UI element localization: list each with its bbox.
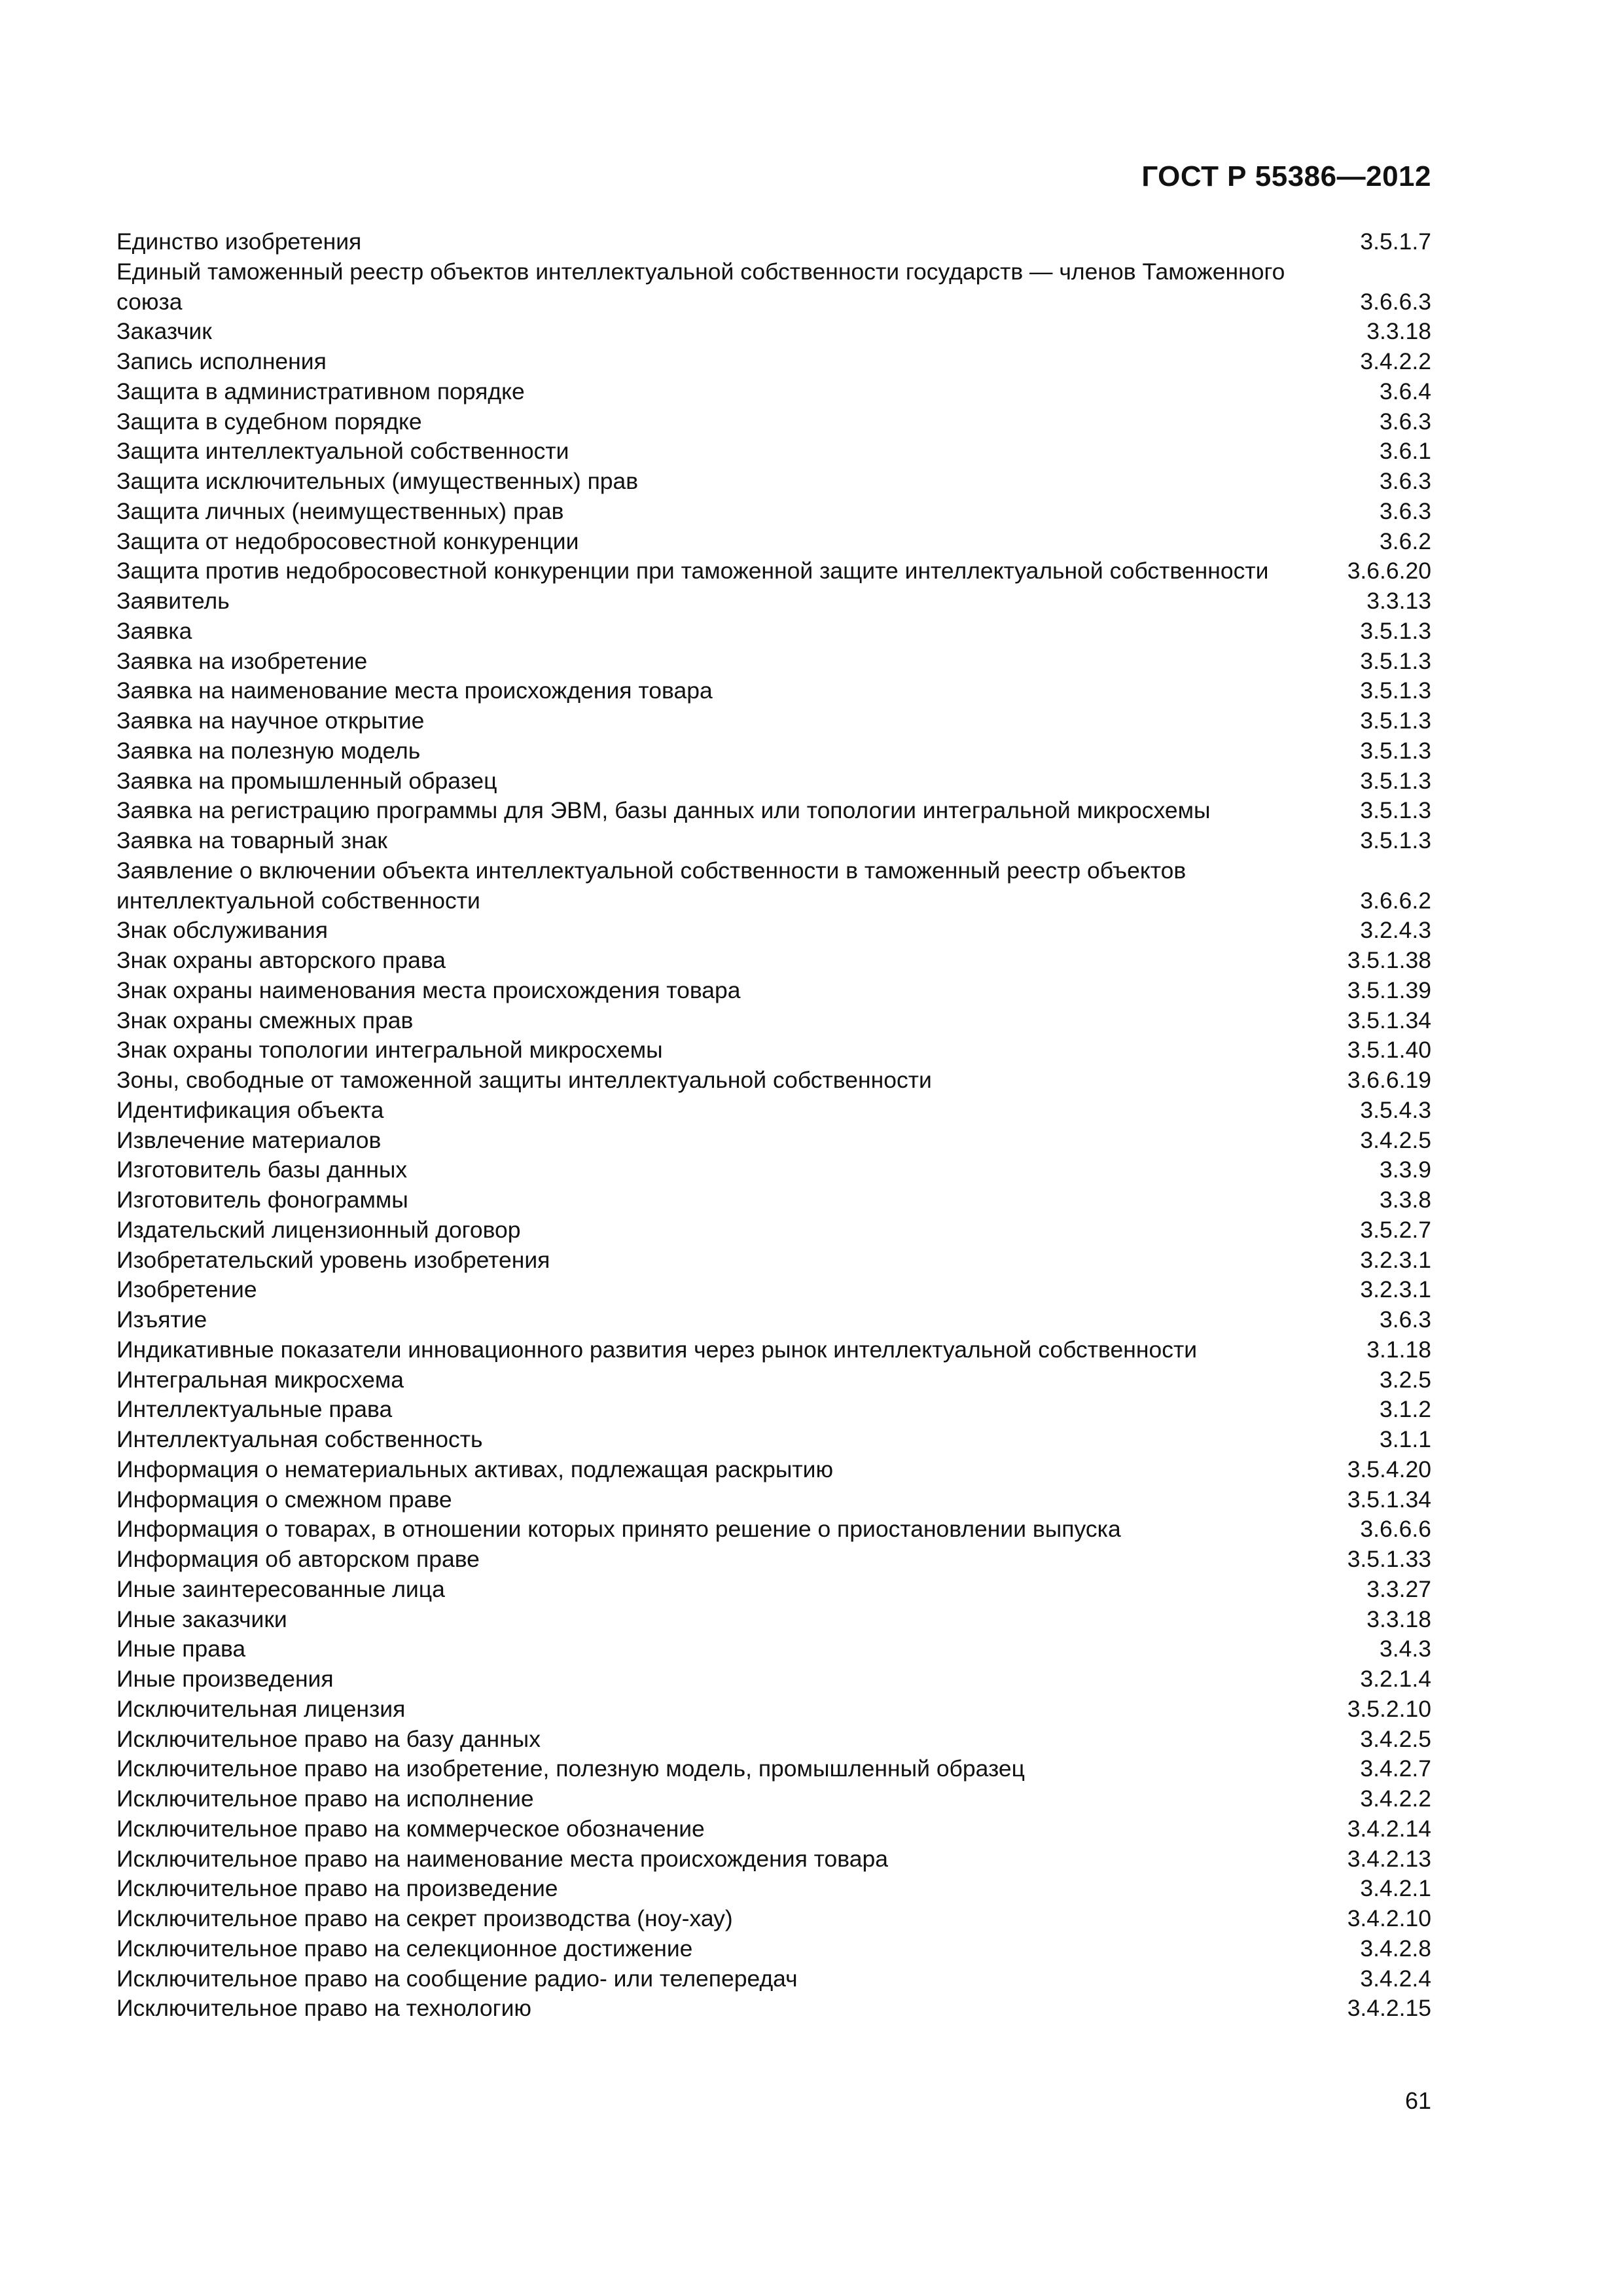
index-section-ref: 3.6.6.6: [1360, 1516, 1431, 1543]
index-section-ref: 3.5.1.3: [1360, 827, 1431, 853]
index-section-ref: 3.3.13: [1366, 588, 1431, 614]
index-entry: [116, 586, 1431, 617]
index-entry: [116, 1695, 1431, 1725]
index-term: Исключительное право на исполнение: [116, 1785, 534, 1812]
index-term: Иные заказчики: [116, 1605, 287, 1632]
index-entry: [116, 1335, 1431, 1365]
index-section-ref: 3.6.3: [1380, 1306, 1431, 1333]
index-entry: [116, 826, 1431, 856]
index-entry: [116, 1215, 1431, 1246]
index-entry: [116, 1994, 1431, 2024]
index-term: Заказчик: [116, 318, 212, 345]
index-section-ref: 3.5.1.3: [1360, 797, 1431, 824]
index-section-ref: 3.6.6.3: [1360, 288, 1431, 315]
index-term: Идентификация объекта: [116, 1096, 384, 1123]
index-term: Запись исполнения: [116, 348, 327, 374]
index-term: Заявитель: [116, 588, 230, 614]
index-term: Иные произведения: [116, 1666, 334, 1692]
index-section-ref: 3.5.1.34: [1347, 1007, 1431, 1033]
index-section-ref: 3.6.1: [1380, 438, 1431, 465]
index-entry: [116, 1814, 1431, 1844]
index-entry: [116, 377, 1431, 407]
index-term: Изготовитель базы данных: [116, 1157, 408, 1183]
index-term: Исключительное право на сообщение радио- или телепередач: [116, 1965, 798, 1992]
index-section-ref: 3.6.4: [1380, 378, 1431, 404]
index-entry: [116, 497, 1431, 527]
index-entry: [116, 1485, 1431, 1515]
index-entry: [116, 1964, 1431, 1994]
index-section-ref: 3.2.5: [1380, 1366, 1431, 1393]
index-term: Защита исключительных (имущественных) прав: [116, 468, 639, 494]
index-entry: [116, 1605, 1431, 1635]
index-entry: [116, 1545, 1431, 1575]
index-entry: [116, 916, 1431, 946]
index-term: Знак охраны смежных прав: [116, 1007, 414, 1033]
index-section-ref: 3.4.2.2: [1360, 348, 1431, 374]
index-entry: [116, 1874, 1431, 1904]
index-term: Заявка на регистрацию программы для ЭВМ, базы данных или топологии интегральной микросхемы: [116, 797, 1211, 824]
index-section-ref: 3.1.18: [1366, 1336, 1431, 1363]
index-section-ref: 3.6.3: [1380, 468, 1431, 494]
index-section-ref: 3.6.3: [1380, 497, 1431, 524]
index-entry: [116, 766, 1431, 797]
index-term: Заявление о включении объекта интеллектуальной собственности в таможенный реестр объектов интеллектуальной собственности: [116, 857, 1186, 914]
index-entry: [116, 527, 1431, 557]
index-term: Исключительное право на селекционное достижение: [116, 1935, 693, 1962]
index-section-ref: 3.4.2.1: [1360, 1875, 1431, 1902]
index-entry: [116, 1246, 1431, 1276]
index-section-ref: 3.6.2: [1380, 528, 1431, 554]
index-section-ref: 3.5.1.34: [1347, 1486, 1431, 1513]
index-section-ref: 3.4.2.4: [1360, 1965, 1431, 1992]
index-section-ref: 3.2.3.1: [1360, 1276, 1431, 1303]
index-term: Издательский лицензионный договор: [116, 1216, 521, 1243]
index-entry: [116, 1455, 1431, 1485]
index-entry: [116, 1725, 1431, 1755]
index-section-ref: 3.2.3.1: [1360, 1246, 1431, 1273]
index-term: Заявка на товарный знак: [116, 827, 387, 853]
index-term: Извлечение материалов: [116, 1126, 382, 1153]
index-entry: [116, 796, 1431, 826]
index-entry: [116, 556, 1431, 586]
index-term: Знак охраны наименования места происхождения товара: [116, 977, 741, 1003]
index-section-ref: 3.5.4.20: [1347, 1456, 1431, 1482]
index-section-ref: 3.4.2.2: [1360, 1785, 1431, 1812]
index-section-ref: 3.5.1.3: [1360, 767, 1431, 794]
index-entry: [116, 347, 1431, 377]
index-section-ref: 3.4.3: [1380, 1636, 1431, 1662]
index-term: Информация о нематериальных активах, подлежащая раскрытию: [116, 1456, 834, 1482]
index-entry: [116, 647, 1431, 677]
index-term: Защита в судебном порядке: [116, 408, 422, 435]
index-term: Изготовитель фонограммы: [116, 1187, 408, 1213]
index-term: Зоны, свободные от таможенной защиты интеллектуальной собственности: [116, 1067, 932, 1093]
index-entry: [116, 946, 1431, 976]
index-section-ref: 3.2.1.4: [1360, 1666, 1431, 1692]
index-section-ref: 3.5.1.3: [1360, 617, 1431, 644]
index-term: Информация о смежном праве: [116, 1486, 452, 1513]
index-entry: [116, 1006, 1431, 1036]
index-section-ref: 3.3.8: [1380, 1187, 1431, 1213]
index-term: Защита против недобросовестной конкуренции при таможенной защите интеллектуальной собственности: [116, 558, 1269, 584]
index-entry: [116, 1126, 1431, 1156]
index-entry: [116, 257, 1431, 317]
page-number: 61: [1404, 2087, 1431, 2114]
document-header: ГОСТ Р 55386—2012: [1141, 160, 1431, 192]
index-term: Интеллектуальная собственность: [116, 1426, 483, 1452]
index-term: Защита в административном порядке: [116, 378, 525, 404]
index-section-ref: 3.5.2.7: [1360, 1216, 1431, 1243]
index-entry: [116, 1634, 1431, 1664]
index-section-ref: 3.5.1.3: [1360, 737, 1431, 764]
index-term: Заявка на промышленный образец: [116, 767, 497, 794]
index-term: Защита интеллектуальной собственности: [116, 438, 569, 465]
index-section-ref: 3.3.18: [1366, 318, 1431, 345]
index-entry: [116, 736, 1431, 766]
index-entry: [116, 1425, 1431, 1455]
index-entry: [116, 617, 1431, 647]
index-entry: [116, 1305, 1431, 1335]
index-section-ref: 3.5.2.10: [1347, 1695, 1431, 1722]
index-section-ref: 3.4.2.5: [1360, 1126, 1431, 1153]
index-entry: [116, 1066, 1431, 1096]
index-entry: [116, 1664, 1431, 1695]
index-term: Информация о товарах, в отношении которых принято решение о приостановлении выпуска: [116, 1516, 1121, 1543]
index-term: Исключительное право на наименование места происхождения товара: [116, 1845, 888, 1872]
index-entry: [116, 706, 1431, 736]
index-term: Исключительное право на секрет производства (ноу-хау): [116, 1905, 733, 1931]
index-entry: [116, 227, 1431, 257]
index-section-ref: 3.5.1.33: [1347, 1546, 1431, 1572]
index-term: Изобретательский уровень изобретения: [116, 1246, 550, 1273]
index-section-ref: 3.6.6.2: [1360, 887, 1431, 914]
index-term: Знак обслуживания: [116, 917, 328, 944]
index-term: Исключительное право на изобретение, полезную модель, промышленный образец: [116, 1755, 1025, 1782]
index-term: Индикативные показатели инновационного развития через рынок интеллектуальной собственности: [116, 1336, 1198, 1363]
index-entry: [116, 1365, 1431, 1395]
index-section-ref: 3.4.2.14: [1347, 1815, 1431, 1842]
index-entry: [116, 1096, 1431, 1126]
index-term: Исключительное право на технологию: [116, 1995, 532, 2022]
index-term: Знак охраны топологии интегральной микросхемы: [116, 1037, 663, 1064]
index-term: Исключительная лицензия: [116, 1695, 406, 1722]
index-term: Заявка на научное открытие: [116, 708, 425, 734]
index-entry: [116, 1934, 1431, 1964]
index-entry: [116, 1155, 1431, 1185]
index-entry: [116, 1904, 1431, 1934]
index-entry: [116, 676, 1431, 706]
index-section-ref: 3.5.4.3: [1360, 1096, 1431, 1123]
index-term: Единый таможенный реестр объектов интеллектуальной собственности государств — членов Таможенного союза: [116, 258, 1285, 315]
index-section-ref: 3.3.27: [1366, 1575, 1431, 1602]
index-section-ref: 3.4.2.13: [1347, 1845, 1431, 1872]
index-section-ref: 3.4.2.10: [1347, 1905, 1431, 1931]
index-term: Исключительное право на базу данных: [116, 1725, 541, 1752]
index-section-ref: 3.4.2.15: [1347, 1995, 1431, 2022]
index-section-ref: 3.4.2.7: [1360, 1755, 1431, 1782]
index-section-ref: 3.5.1.3: [1360, 647, 1431, 674]
index-term: Знак охраны авторского права: [116, 947, 446, 973]
index-term: Интегральная микросхема: [116, 1366, 404, 1393]
index-entry: [116, 407, 1431, 437]
index-entry: [116, 1784, 1431, 1814]
index-term: Защита личных (неимущественных) прав: [116, 497, 564, 524]
index-section-ref: 3.3.18: [1366, 1605, 1431, 1632]
index-term: Иные права: [116, 1636, 246, 1662]
index-entry: [116, 1395, 1431, 1425]
index-section-ref: 3.4.2.8: [1360, 1935, 1431, 1962]
index-term: Интеллектуальные права: [116, 1396, 393, 1423]
index-section-ref: 3.5.1.40: [1347, 1037, 1431, 1064]
index-term: Заявка на изобретение: [116, 647, 368, 674]
index-entry: [116, 467, 1431, 497]
index-entry: [116, 1035, 1431, 1066]
index-term: Информация об авторском праве: [116, 1546, 480, 1572]
index-section-ref: 3.6.6.20: [1347, 558, 1431, 584]
index-term: Иные заинтересованные лица: [116, 1575, 445, 1602]
index-section-ref: 3.1.2: [1380, 1396, 1431, 1423]
index-section-ref: 3.4.2.5: [1360, 1725, 1431, 1752]
index-entry: [116, 1754, 1431, 1784]
index-term: Защита от недобросовестной конкуренции: [116, 528, 579, 554]
index-section-ref: 3.6.6.19: [1347, 1067, 1431, 1093]
index-entry: [116, 1275, 1431, 1305]
index-term: Исключительное право на произведение: [116, 1875, 558, 1902]
index-section-ref: 3.2.4.3: [1360, 917, 1431, 944]
index-section-ref: 3.1.1: [1380, 1426, 1431, 1452]
index-entry: [116, 1185, 1431, 1215]
index-section-ref: 3.3.9: [1380, 1157, 1431, 1183]
index-term: Исключительное право на коммерческое обозначение: [116, 1815, 705, 1842]
index-entry: [116, 437, 1431, 467]
index-entry: [116, 856, 1431, 916]
index-section-ref: 3.5.1.3: [1360, 677, 1431, 704]
index-section-ref: 3.5.1.3: [1360, 708, 1431, 734]
index-term: Заявка на полезную модель: [116, 737, 421, 764]
index-term: Единство изобретения: [116, 228, 362, 255]
index-entry: [116, 976, 1431, 1006]
subject-index: [116, 227, 1431, 2024]
index-section-ref: 3.6.3: [1380, 408, 1431, 435]
index-entry: [116, 1515, 1431, 1545]
index-entry: [116, 317, 1431, 347]
index-entry: [116, 1575, 1431, 1605]
index-section-ref: 3.5.1.38: [1347, 947, 1431, 973]
index-term: Изъятие: [116, 1306, 207, 1333]
index-section-ref: 3.5.1.7: [1360, 228, 1431, 255]
index-term: Изобретение: [116, 1276, 257, 1303]
index-section-ref: 3.5.1.39: [1347, 977, 1431, 1003]
index-term: Заявка на наименование места происхождения товара: [116, 677, 713, 704]
index-entry: [116, 1844, 1431, 1874]
index-term: Заявка: [116, 617, 192, 644]
